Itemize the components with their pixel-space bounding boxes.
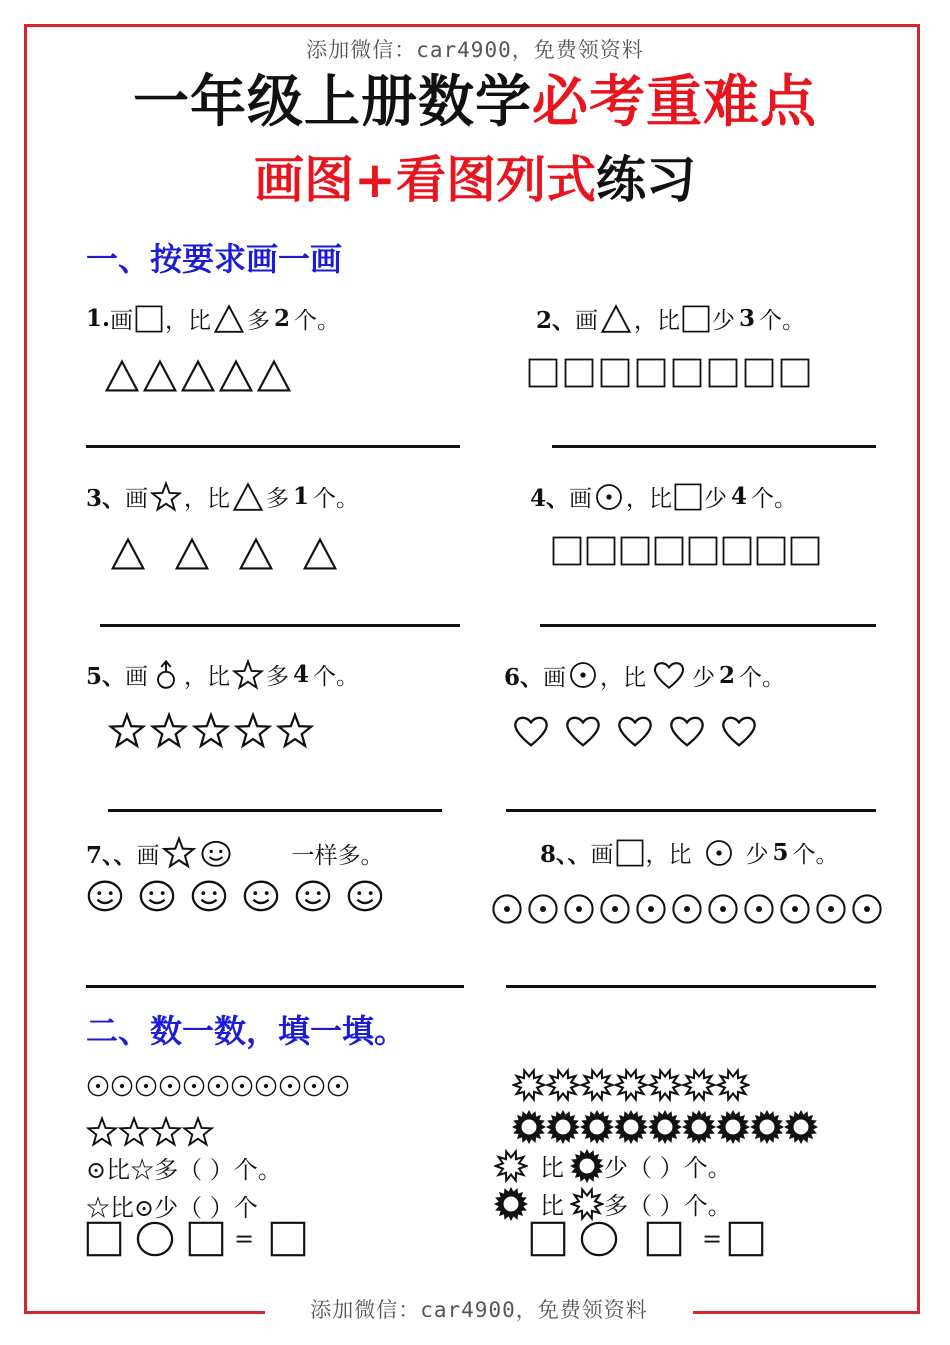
star-icon (150, 481, 182, 513)
square-icon (636, 358, 666, 388)
answer-line-6 (506, 809, 876, 812)
s2-bursts (512, 1068, 750, 1102)
male-symbol-icon (150, 659, 182, 691)
s2-suns (512, 1110, 818, 1144)
square-icon (780, 358, 810, 388)
triangle-icon (213, 303, 245, 335)
smiley-icon (242, 876, 280, 914)
square-icon (722, 536, 752, 566)
question-3: 3、 画 ，比 多 1 个。 (86, 480, 359, 513)
sun-icon (648, 1110, 682, 1144)
star-icon (192, 712, 230, 750)
heart-icon (720, 712, 758, 750)
dot-circle-icon (86, 1074, 110, 1098)
s2-right-line2: 比 多（ ）个。 (494, 1186, 732, 1221)
q2-squares (528, 358, 810, 388)
subtitle-black: 练习 (595, 151, 696, 209)
question-2: 2、 画 ，比 少 3 个。 (536, 302, 805, 335)
dot-circle-icon (594, 482, 624, 512)
sun-icon (784, 1110, 818, 1144)
square-icon (672, 358, 702, 388)
dot-circle-icon (598, 892, 632, 926)
square-icon (620, 536, 650, 566)
sun-icon (580, 1110, 614, 1144)
burst-icon (546, 1068, 580, 1102)
sun-icon (494, 1187, 528, 1221)
answer-line-5 (108, 809, 442, 812)
s2-left-equation (86, 1220, 306, 1258)
smiley-icon (294, 876, 332, 914)
square-icon (708, 358, 738, 388)
dot-circle-icon (182, 1074, 206, 1098)
page-title (0, 58, 950, 138)
section1-heading: 一、按要求画一画 (86, 240, 343, 278)
square-icon (756, 536, 786, 566)
answer-line-3 (100, 624, 460, 627)
smiley-icon (346, 876, 384, 914)
s2-stars (86, 1116, 214, 1148)
heart-icon (668, 712, 706, 750)
s2-left-line1: ⊙比☆多（ ）个。 (86, 1156, 282, 1184)
watermark-bottom: 添加微信：car4900，免费领资料 (265, 1294, 693, 1324)
burst-icon (682, 1068, 716, 1102)
equals-sign: = (234, 1225, 255, 1253)
star-icon (232, 659, 264, 691)
triangle-icon (174, 536, 210, 572)
question-6: 6、 画 ，比 少 2 个。 (504, 658, 785, 692)
sun-icon (716, 1110, 750, 1144)
burst-icon (512, 1068, 546, 1102)
heart-icon (512, 712, 550, 750)
square-icon (600, 358, 630, 388)
sun-icon (570, 1149, 604, 1183)
dot-circle-icon (302, 1074, 326, 1098)
title-black: 一年级上册数学 (133, 70, 532, 135)
section2-heading: 二、数一数，填一填。 (86, 1012, 407, 1050)
star-icon (234, 712, 272, 750)
q7-smileys (86, 876, 384, 914)
square-icon (135, 305, 163, 333)
dot-circle-icon (562, 892, 596, 926)
equals-sign: = (702, 1225, 723, 1253)
triangle-icon (180, 358, 216, 394)
subtitle-red: 画图+看图列式 (254, 151, 596, 209)
star-icon (162, 836, 196, 870)
q6-hearts (512, 712, 758, 750)
star-icon (182, 1116, 214, 1148)
smiley-icon (86, 876, 124, 914)
triangle-icon (218, 358, 254, 394)
sun-icon (614, 1110, 648, 1144)
q3-triangles (110, 536, 338, 572)
title-red: 必考重难点 (532, 70, 817, 135)
square-icon (688, 536, 718, 566)
dot-circle-icon (568, 660, 598, 690)
dot-circle-icon (742, 892, 776, 926)
answer-line-7 (86, 985, 464, 988)
square-icon (564, 358, 594, 388)
answer-box[interactable] (86, 1221, 122, 1257)
answer-circle[interactable] (136, 1220, 174, 1258)
square-icon (654, 536, 684, 566)
answer-box[interactable] (270, 1221, 306, 1257)
question-7: 7、、 画 一样多。 (86, 836, 384, 870)
triangle-icon (256, 358, 292, 394)
q5-stars (108, 712, 314, 750)
answer-line-1 (86, 445, 460, 448)
dot-circle-icon (704, 838, 734, 868)
smiley-icon (190, 876, 228, 914)
square-icon (528, 358, 558, 388)
burst-icon (614, 1068, 648, 1102)
square-icon (674, 483, 702, 511)
dot-circle-icon (490, 892, 524, 926)
dot-circle-icon (706, 892, 740, 926)
answer-line-8 (506, 985, 876, 988)
smiley-icon (200, 837, 232, 869)
answer-box[interactable] (728, 1221, 764, 1257)
dot-circle-icon (110, 1074, 134, 1098)
square-icon (586, 536, 616, 566)
star-icon (276, 712, 314, 750)
answer-line-4 (540, 624, 876, 627)
watermark-top: 添加微信：car4900，免费领资料 (306, 38, 644, 62)
dot-circle-icon (254, 1074, 278, 1098)
answer-box[interactable] (530, 1221, 566, 1257)
s2-right-equation (530, 1220, 764, 1258)
smiley-icon (138, 876, 176, 914)
heart-icon (652, 658, 686, 692)
star-icon (86, 1116, 118, 1148)
sun-icon (512, 1110, 546, 1144)
square-icon (744, 358, 774, 388)
burst-icon (648, 1068, 682, 1102)
sun-icon (750, 1110, 784, 1144)
q4-squares (552, 536, 820, 566)
triangle-icon (238, 536, 274, 572)
square-icon (552, 536, 582, 566)
burst-icon (570, 1187, 604, 1221)
triangle-icon (232, 481, 264, 513)
dot-circle-icon (526, 892, 560, 926)
dot-circle-icon (134, 1074, 158, 1098)
triangle-icon (142, 358, 178, 394)
dot-circle-icon (850, 892, 884, 926)
triangle-icon (104, 358, 140, 394)
q8-dot-circles (490, 892, 884, 926)
question-8: 8、、 画 ，比 少 5 个。 (540, 839, 839, 868)
star-icon (150, 712, 188, 750)
heart-icon (564, 712, 602, 750)
question-5: 5、 画 ，比 多 4 个。 (86, 658, 359, 691)
dot-circle-icon (670, 892, 704, 926)
answer-line-2 (552, 445, 876, 448)
s2-left-line2: ☆比⊙少（ ）个 (86, 1194, 258, 1222)
burst-icon (716, 1068, 750, 1102)
question-4: 4、 画 ，比 少 4 个。 (530, 483, 798, 512)
heart-icon (616, 712, 654, 750)
answer-box[interactable] (646, 1221, 682, 1257)
page-subtitle (0, 140, 950, 212)
dot-circle-icon (634, 892, 668, 926)
question-1: 1. 画 ，比 多 2 个。 (86, 302, 340, 335)
star-icon (108, 712, 146, 750)
dot-circle-icon (278, 1074, 302, 1098)
dot-circle-icon (326, 1074, 350, 1098)
q1-triangles (104, 358, 292, 394)
square-icon (790, 536, 820, 566)
answer-circle[interactable] (580, 1220, 618, 1258)
sun-icon (682, 1110, 716, 1144)
dot-circle-icon (230, 1074, 254, 1098)
dot-circle-icon (778, 892, 812, 926)
star-icon (150, 1116, 182, 1148)
dot-circle-icon (814, 892, 848, 926)
triangle-icon (302, 536, 338, 572)
square-icon (682, 305, 710, 333)
square-icon (616, 839, 644, 867)
dot-circle-icon (158, 1074, 182, 1098)
s2-right-line1: 比 少（ ）个。 (494, 1148, 732, 1183)
star-icon (118, 1116, 150, 1148)
answer-box[interactable] (188, 1221, 224, 1257)
triangle-icon (110, 536, 146, 572)
s2-dot-circles (86, 1074, 350, 1098)
sun-icon (546, 1110, 580, 1144)
burst-icon (580, 1068, 614, 1102)
burst-icon (494, 1149, 528, 1183)
triangle-icon (600, 303, 632, 335)
dot-circle-icon (206, 1074, 230, 1098)
